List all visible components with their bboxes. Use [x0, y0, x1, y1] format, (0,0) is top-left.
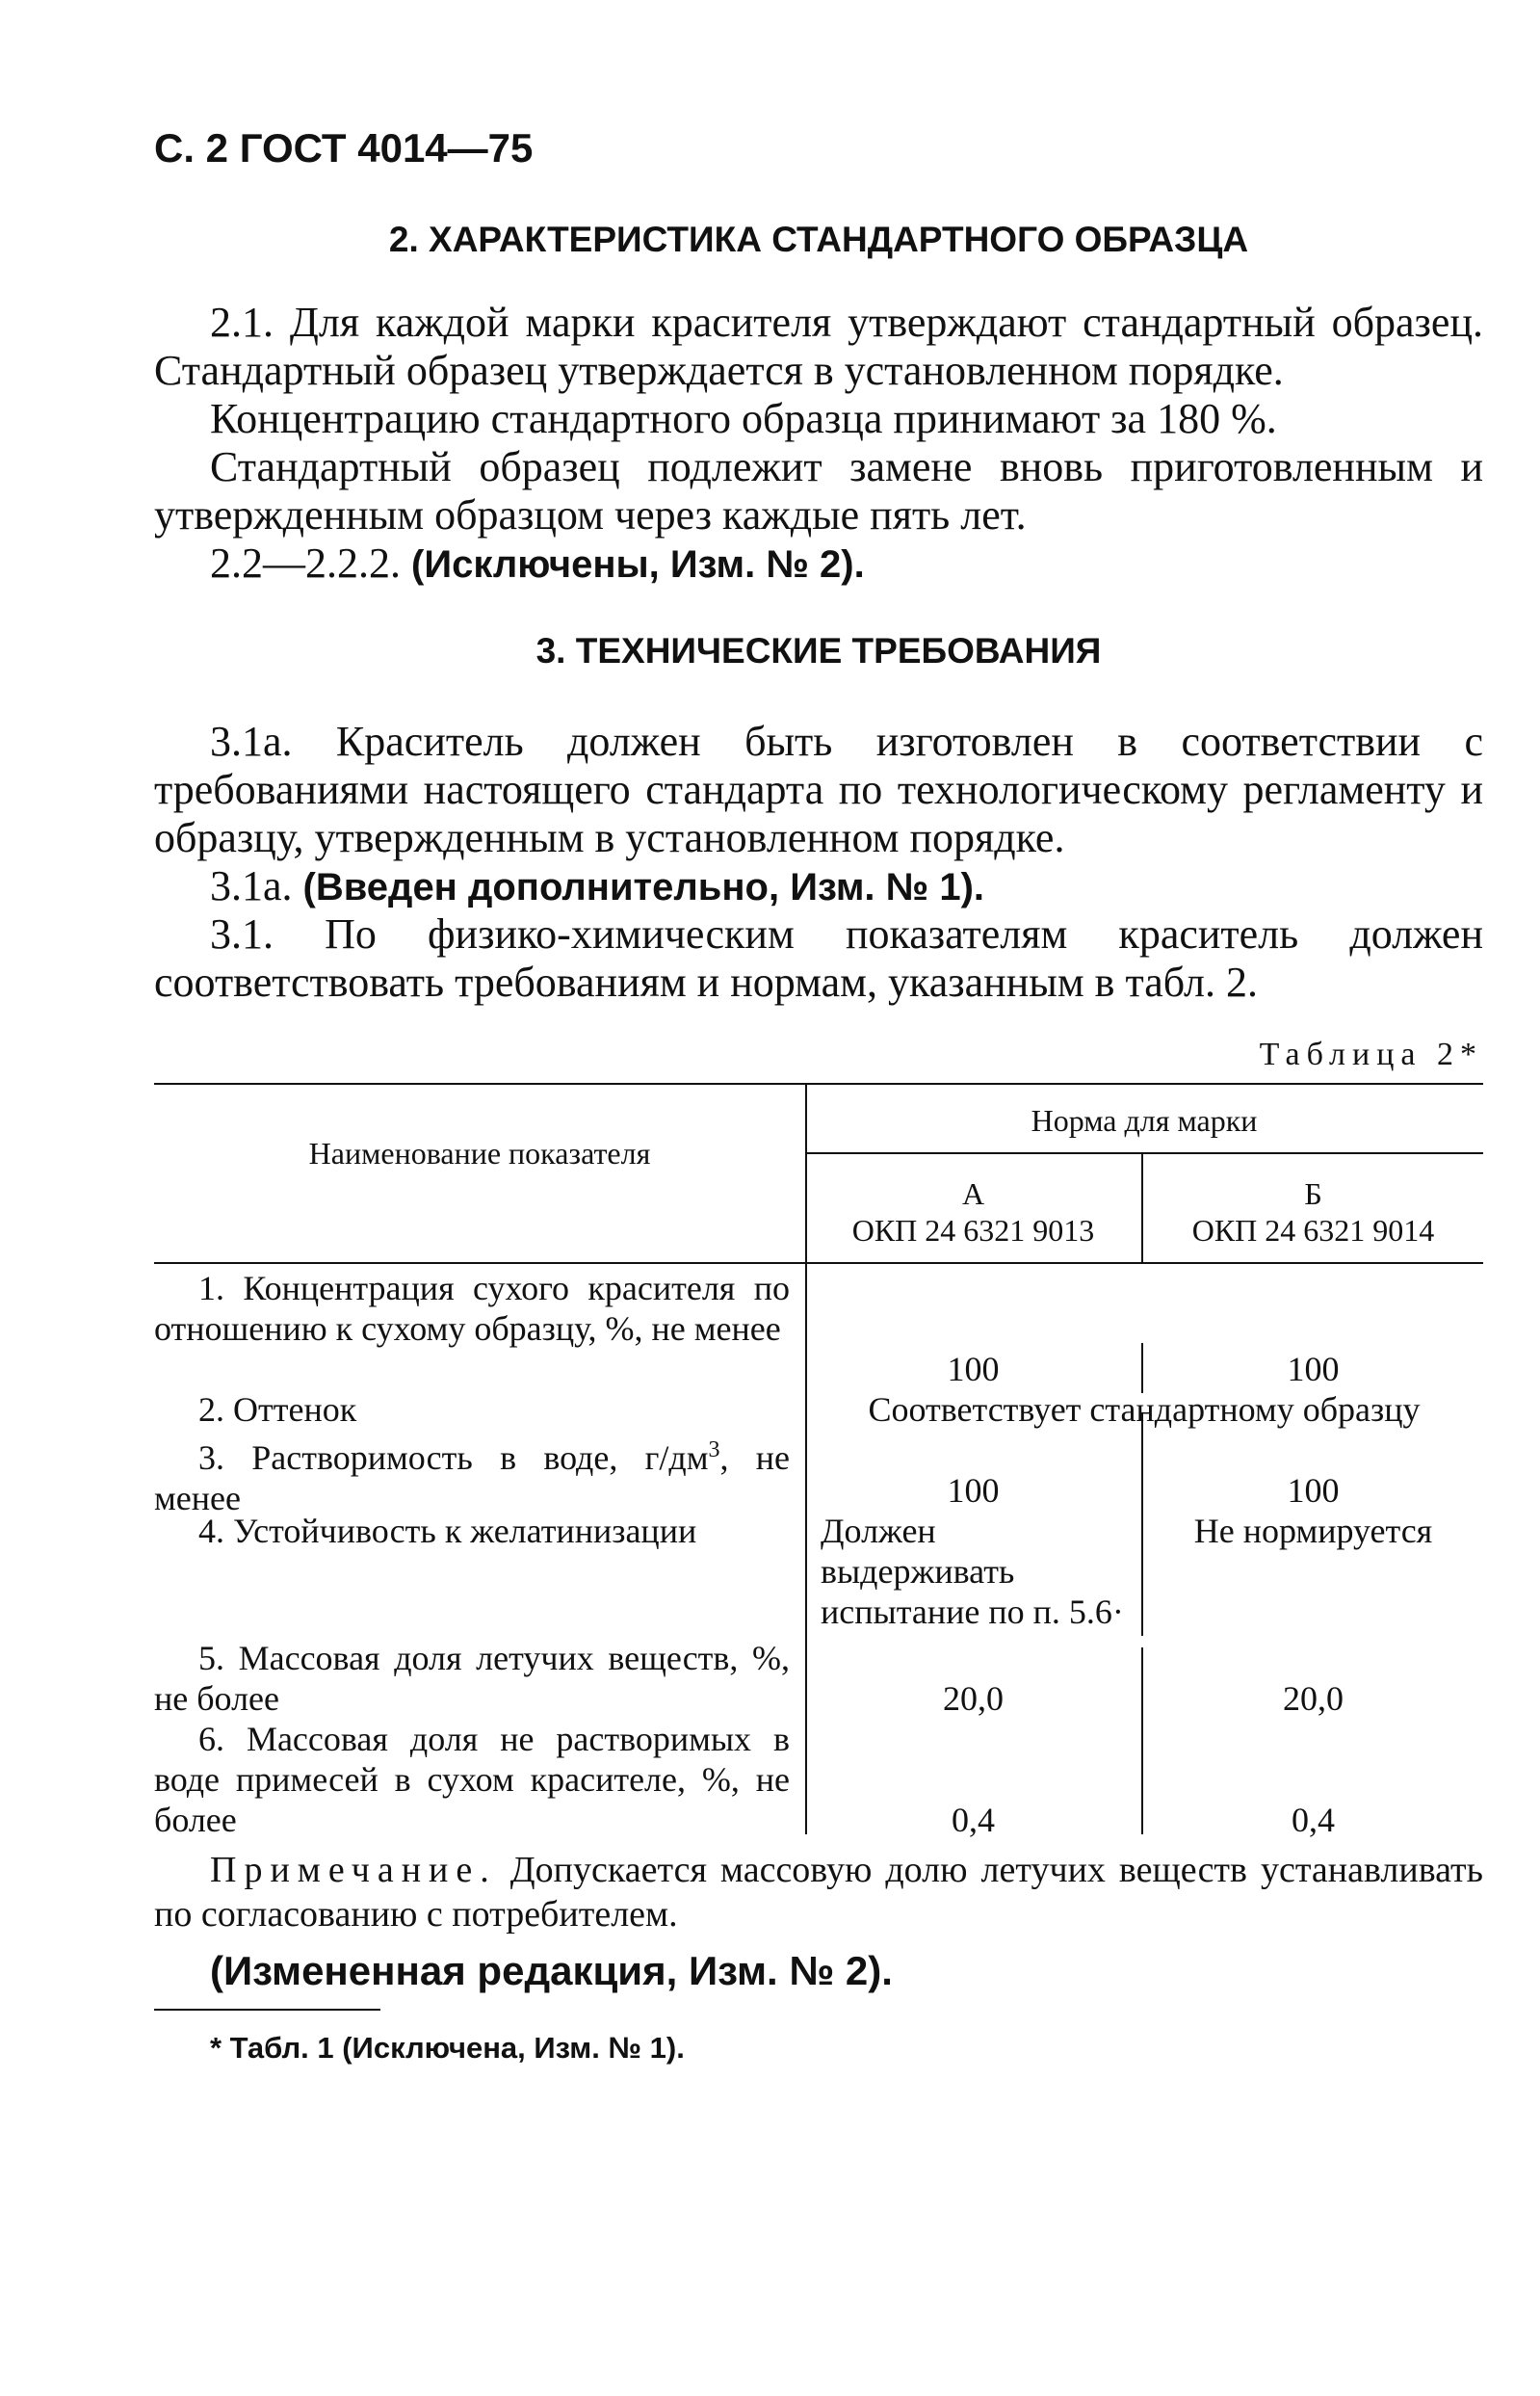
section-3-title: 3. ТЕХНИЧЕСКИЕ ТРЕБОВАНИЯ — [535, 631, 1102, 671]
amendment-note: (Измененная редакция, Изм. № 2). — [210, 1948, 893, 1993]
paragraph-2-1: 2.1. Для каждой марки красителя утверждают стандартный образец. Стандартный образец утверждается в установленном порядке. — [154, 299, 1483, 394]
paragraph-concentration: Концентрацию стандартного образца принимают за 180 %. — [210, 395, 1277, 442]
paragraph-3-1a: 3.1а. Краситель должен быть изготовлен в соответствии с требованиями настоящего стандарта по технологическому регламенту и образцу, утвержденным в установленном порядке. — [154, 718, 1483, 861]
table-row-6-a: 0,4 — [952, 1801, 995, 1839]
paragraph-2-2: 2.2—2.2.2. (Исключены, Изм. № 2). — [210, 540, 865, 587]
paragraph-replacement: Стандартный образец подлежит замене вновь приготовленным и утвержденным образцом через каждые пять лет. — [154, 443, 1483, 539]
table-row-6-name: 6. Массовая доля не растворимых в воде примесей в сухом красителе, %, не более — [154, 1720, 790, 1839]
table-row-5-b: 20,0 — [1283, 1679, 1344, 1718]
table-row-2-merged: Соответствует стандартному образцу — [868, 1390, 1421, 1429]
table-row-1-b: 100 — [1287, 1350, 1340, 1388]
table-row-4-a: Должен выдерживать испытание по п. 5.6· — [821, 1512, 1124, 1631]
table-row-3-b: 100 — [1287, 1471, 1340, 1510]
page-header: С. 2 ГОСТ 4014—75 — [154, 125, 534, 171]
table-header-rule — [154, 1262, 1483, 1264]
table-row-5-a: 20,0 — [943, 1679, 1004, 1718]
col-header-grade-b: Б ОКП 24 6321 9014 — [1191, 1176, 1435, 1248]
table-row-4-name: 4. Устойчивость к желатинизации — [198, 1512, 697, 1550]
table-row-1-a: 100 — [947, 1350, 1000, 1388]
col-header-norm: Норма для марки — [1031, 1103, 1258, 1138]
col-header-name: Наименование показателя — [308, 1136, 651, 1171]
table-row-1-name: 1. Концентрация сухого красителя по отношению к сухому образцу, %, не менее — [154, 1269, 790, 1348]
footnote: * Табл. 1 (Исключена, Изм. № 1). — [210, 2031, 685, 2065]
table-caption: Таблица 2* — [1259, 1037, 1483, 1072]
table-row-5-name: 5. Массовая доля летучих веществ, %, не более — [154, 1639, 790, 1718]
table-top-rule — [154, 1083, 1483, 1085]
paragraph-3-1a-amend: 3.1а. (Введен дополнительно, Изм. № 1). — [210, 862, 985, 909]
section-2-title: 2. ХАРАКТЕРИСТИКА СТАНДАРТНОГО ОБРАЗЦА — [388, 220, 1249, 259]
table-row-3-a: 100 — [947, 1471, 1000, 1510]
table-row-4-b: Не нормируется — [1193, 1512, 1433, 1550]
footnote-rule — [154, 2009, 380, 2011]
table-norm-rule — [805, 1152, 1483, 1154]
paragraph-3-1: 3.1. По физико-химическим показателям краситель должен соответствовать требованиям и нормам, указанным в табл. 2. — [154, 910, 1483, 1006]
table-row-6-b: 0,4 — [1292, 1801, 1335, 1839]
col-header-grade-a: А ОКП 24 6321 9013 — [851, 1176, 1095, 1248]
table-row-2-name: 2. Оттенок — [198, 1390, 357, 1429]
table-note: Примечание. Допускается массовую долю летучих веществ устанавливать по согласованию с потребителем. — [154, 1850, 1483, 1935]
table-row-3-name: 3. Растворимость в воде, $г/дм^3$, не менее — [154, 1437, 790, 1517]
